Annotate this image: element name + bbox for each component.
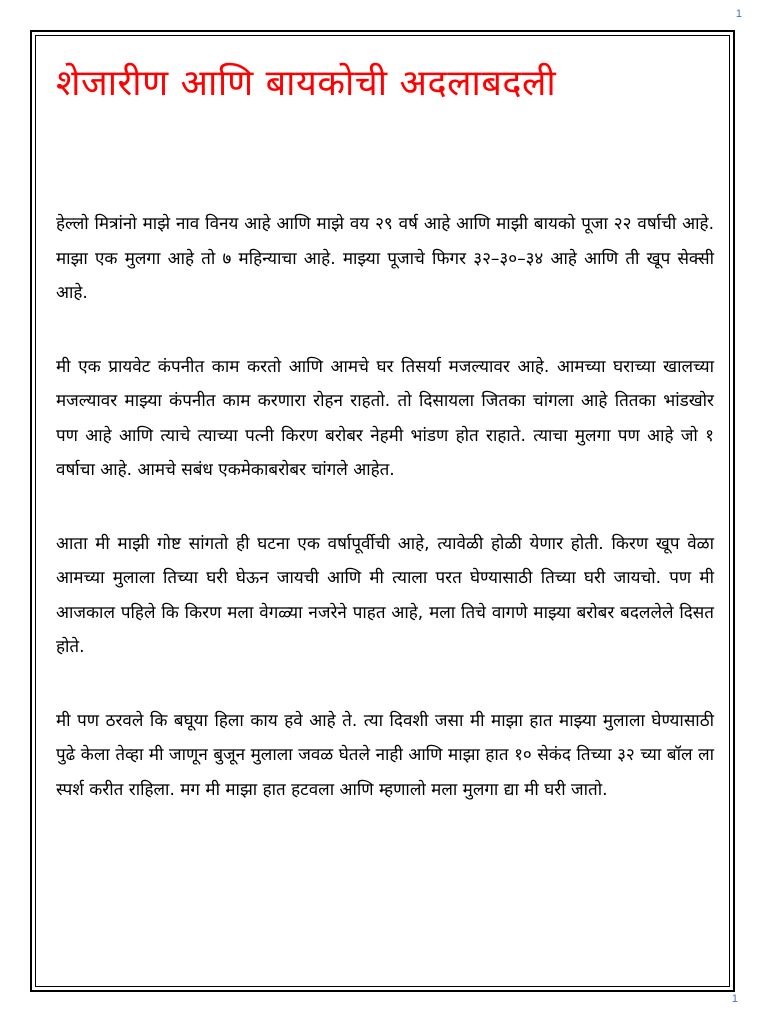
- page-number-bottom: 1: [731, 993, 738, 1005]
- paragraph-1: हेल्लो मित्रांनो माझे नाव विनय आहे आणि माझे वय २९ वर्ष आहे आणि माझी बायको पूजा २२ वर्षाची आहे. माझा एक मुलगा आहे तो ७ महिन्याचा आहे. माझ्या पूजाचे फिगर ३२–३०–३४ आहे आणि ती खूप सेक्सी आहे.: [56, 214, 714, 304]
- page-number-top: 1: [735, 8, 742, 20]
- document-title: शेजारीण आणि बायकोची अदलाबदली: [56, 63, 557, 104]
- document-body: [56, 62, 714, 846]
- paragraph-4: मी पण ठरवले कि बघूया हिला काय हवे आहे ते. त्या दिवशी जसा मी माझा हात माझ्या मुलाला घेण्यासाठी पुढे केला तेव्हा मी जाणून बुजून मुलाला जवळ घेतले नाही आणि माझा हात १० सेकंद तिच्या ३२ च्या बॉल ला स्पर्श करीत राहिला. मग मी माझा हात हटवला आणि म्हणालो मला मुलगा द्या मी घरी जातो.: [56, 710, 714, 800]
- paragraph-list: [56, 207, 714, 807]
- paragraph-2: मी एक प्रायवेट कंपनीत काम करतो आणि आमचे घर तिसर्या मजल्यावर आहे. आमच्या घराच्या खालच्या मजल्यावर माझ्या कंपनीत काम करणारा रोहन राहतो. तो दिसायला जितका चांगला आहे तितका भांडखोर पण आहे आणि त्याचे त्याच्या पत्नी किरण बरोबर नेहमी भांडण होत राहाते. त्याचा मुलगा पण आहे जो १ वर्षाचा आहे. आमचे सबंध एकमेकाबरोबर चांगले आहेत.: [56, 356, 714, 481]
- paragraph-3: आता मी माझी गोष्ट सांगतो ही घटना एक वर्षापूर्वीची आहे, त्यावेळी होळी येणार होती. किरण खूप वेळा आमच्या मुलाला तिच्या घरी घेऊन जायची आणि मी त्याला परत घेण्यासाठी तिच्या घरी जायचो. पण मी आजकाल पहिले कि किरण मला वेगळ्या नजरेने पाहत आहे, मला तिचे वागणे माझ्या बरोबर बदललेले दिसत होते.: [56, 533, 714, 658]
